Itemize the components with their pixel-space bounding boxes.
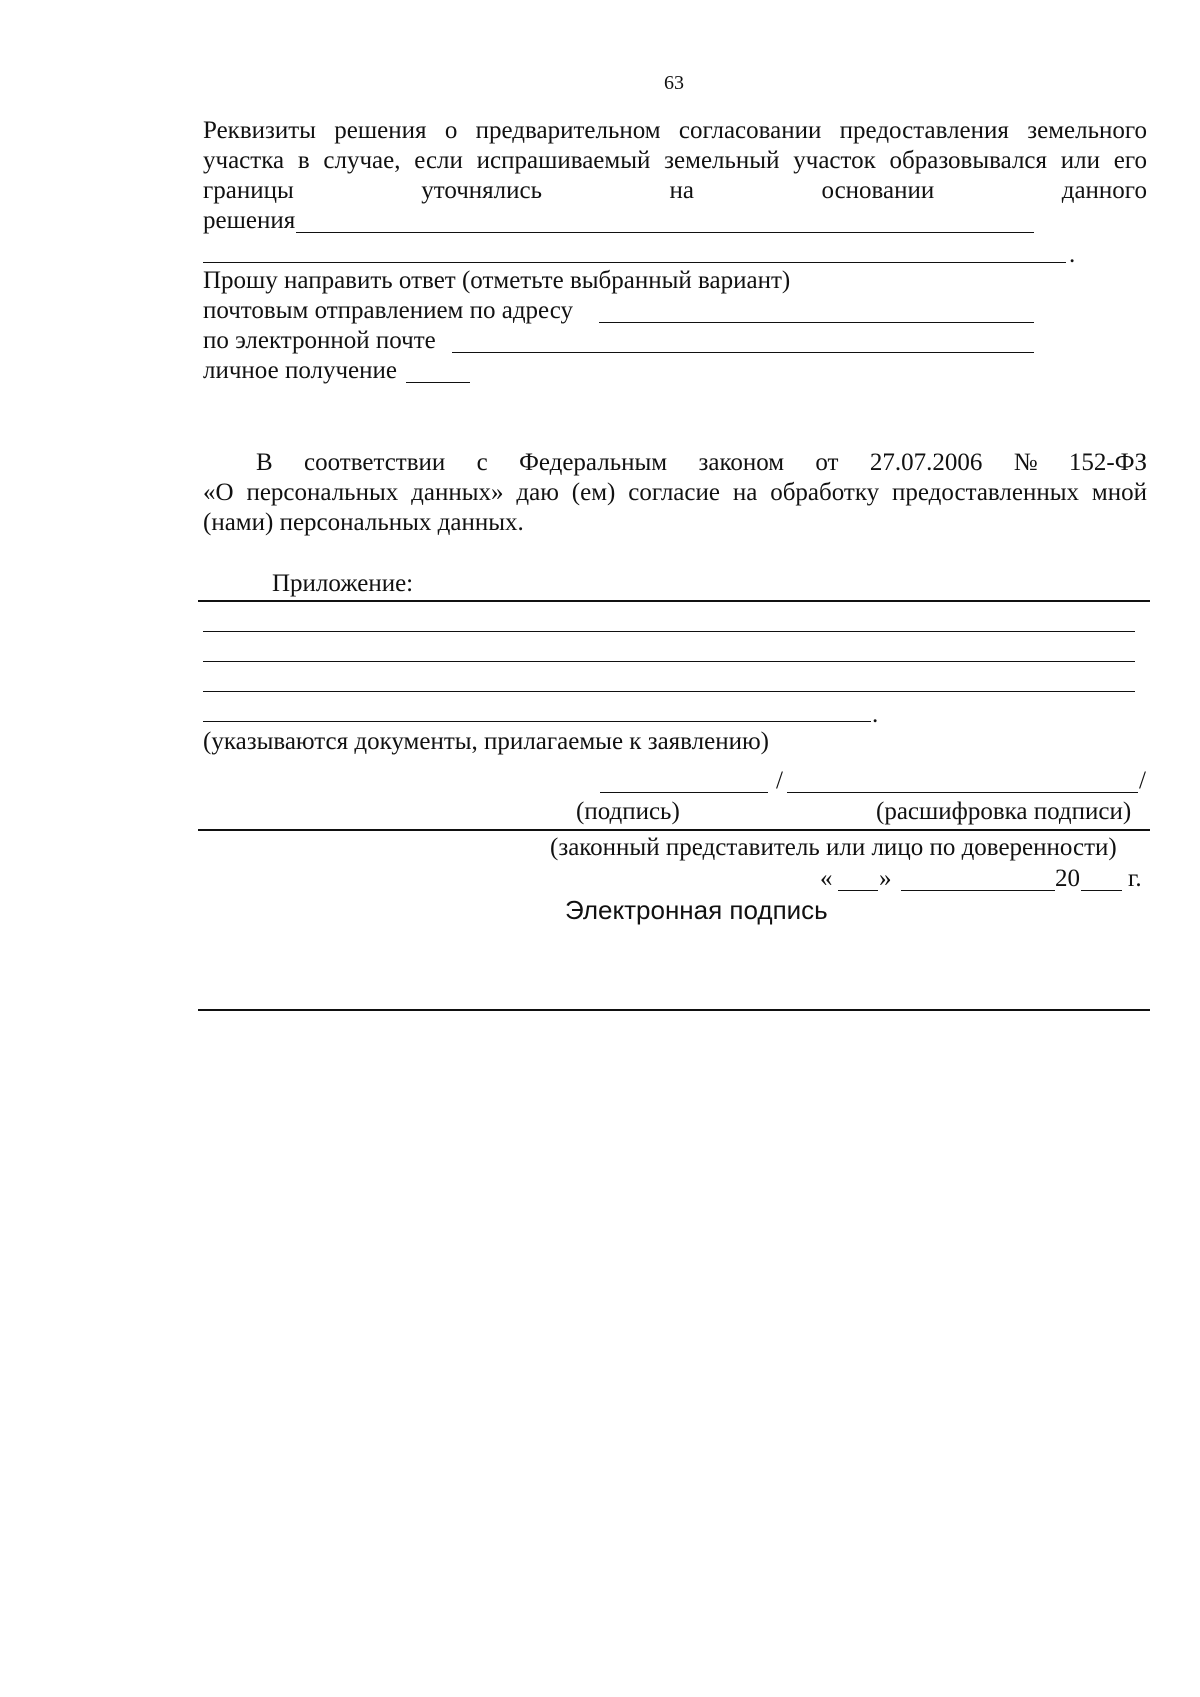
response-personal-field[interactable] bbox=[406, 382, 470, 383]
date-year-field[interactable] bbox=[1081, 890, 1122, 891]
page-number: 63 bbox=[664, 72, 684, 94]
requisites-decision-label: решения bbox=[203, 207, 296, 234]
requisites-end-period: . bbox=[1069, 241, 1076, 268]
consent-word: Федеральным bbox=[519, 449, 668, 476]
date-day-field[interactable] bbox=[838, 890, 878, 891]
date-year-prefix: 20 bbox=[1055, 865, 1080, 892]
consent-word: В bbox=[256, 449, 273, 476]
consent-text-2: «О персональных данных» даю (ем) согласие на обработку предоставленных мной bbox=[203, 479, 1147, 506]
requisites-decision-field-2[interactable] bbox=[203, 262, 1066, 263]
attachment-line-5[interactable] bbox=[203, 721, 871, 722]
requisites-decision-field[interactable] bbox=[296, 232, 1034, 233]
consent-line-1 bbox=[203, 448, 1147, 478]
response-personal-label: личное получение bbox=[203, 357, 398, 384]
consent-word: соответствии bbox=[304, 449, 446, 476]
signature-slash-1: / bbox=[776, 767, 783, 794]
response-heading: Прошу направить ответ (отметьте выбранный вариант) bbox=[203, 267, 791, 294]
requisites-line-3 bbox=[203, 176, 1147, 206]
signature-field[interactable] bbox=[600, 792, 768, 793]
signature-decode-field[interactable] bbox=[787, 792, 1138, 793]
requisites-text-1: Реквизиты решения о предварительном согласовании предоставления земельного bbox=[203, 117, 1147, 144]
attachment-note: (указываются документы, прилагаемые к заявлению) bbox=[203, 728, 769, 755]
electronic-signature-line[interactable] bbox=[198, 1009, 1150, 1011]
consent-line-2 bbox=[203, 478, 1147, 508]
requisites-word: основании bbox=[821, 177, 935, 204]
signature-decode-label: (расшифровка подписи) bbox=[876, 798, 1132, 825]
response-email-label: по электронной почте bbox=[203, 327, 436, 354]
consent-line-3: (нами) персональных данных. bbox=[203, 509, 524, 536]
consent-word: от bbox=[815, 449, 839, 476]
requisites-word: данного bbox=[1061, 177, 1147, 204]
requisites-word: границы bbox=[203, 177, 294, 204]
requisites-text-2: участка в случае, если испрашиваемый земельный участок образовывался или его bbox=[203, 147, 1147, 174]
attachment-label: Приложение: bbox=[272, 570, 414, 597]
date-open-quote: « bbox=[820, 865, 833, 892]
requisites-line-2 bbox=[203, 146, 1147, 176]
response-email-field[interactable] bbox=[452, 352, 1034, 353]
signature-divider bbox=[198, 829, 1150, 831]
consent-word: законом bbox=[698, 449, 785, 476]
attachment-line-2[interactable] bbox=[203, 631, 1135, 632]
signature-label: (подпись) bbox=[576, 798, 680, 825]
attachment-end-period: . bbox=[872, 701, 879, 728]
requisites-line-1 bbox=[203, 116, 1147, 146]
date-month-field[interactable] bbox=[901, 890, 1055, 891]
attachment-line-3[interactable] bbox=[203, 661, 1135, 662]
requisites-word: уточнялись bbox=[421, 177, 543, 204]
consent-word: 152-ФЗ bbox=[1068, 449, 1147, 476]
attachment-line-4[interactable] bbox=[203, 691, 1135, 692]
consent-word: 27.07.2006 bbox=[869, 449, 983, 476]
date-suffix: г. bbox=[1128, 865, 1142, 892]
response-postal-label: почтовым отправлением по адресу bbox=[203, 297, 574, 324]
consent-word: с bbox=[476, 449, 488, 476]
attachment-line-1[interactable] bbox=[198, 600, 1150, 602]
representative-note: (законный представитель или лицо по доверенности) bbox=[550, 834, 1117, 861]
signature-slash-2: / bbox=[1139, 767, 1146, 794]
requisites-word: на bbox=[669, 177, 694, 204]
date-close-quote: » bbox=[879, 865, 892, 892]
electronic-signature-label: Электронная подпись bbox=[565, 895, 828, 925]
response-postal-field[interactable] bbox=[599, 322, 1034, 323]
consent-word: № bbox=[1013, 449, 1038, 476]
